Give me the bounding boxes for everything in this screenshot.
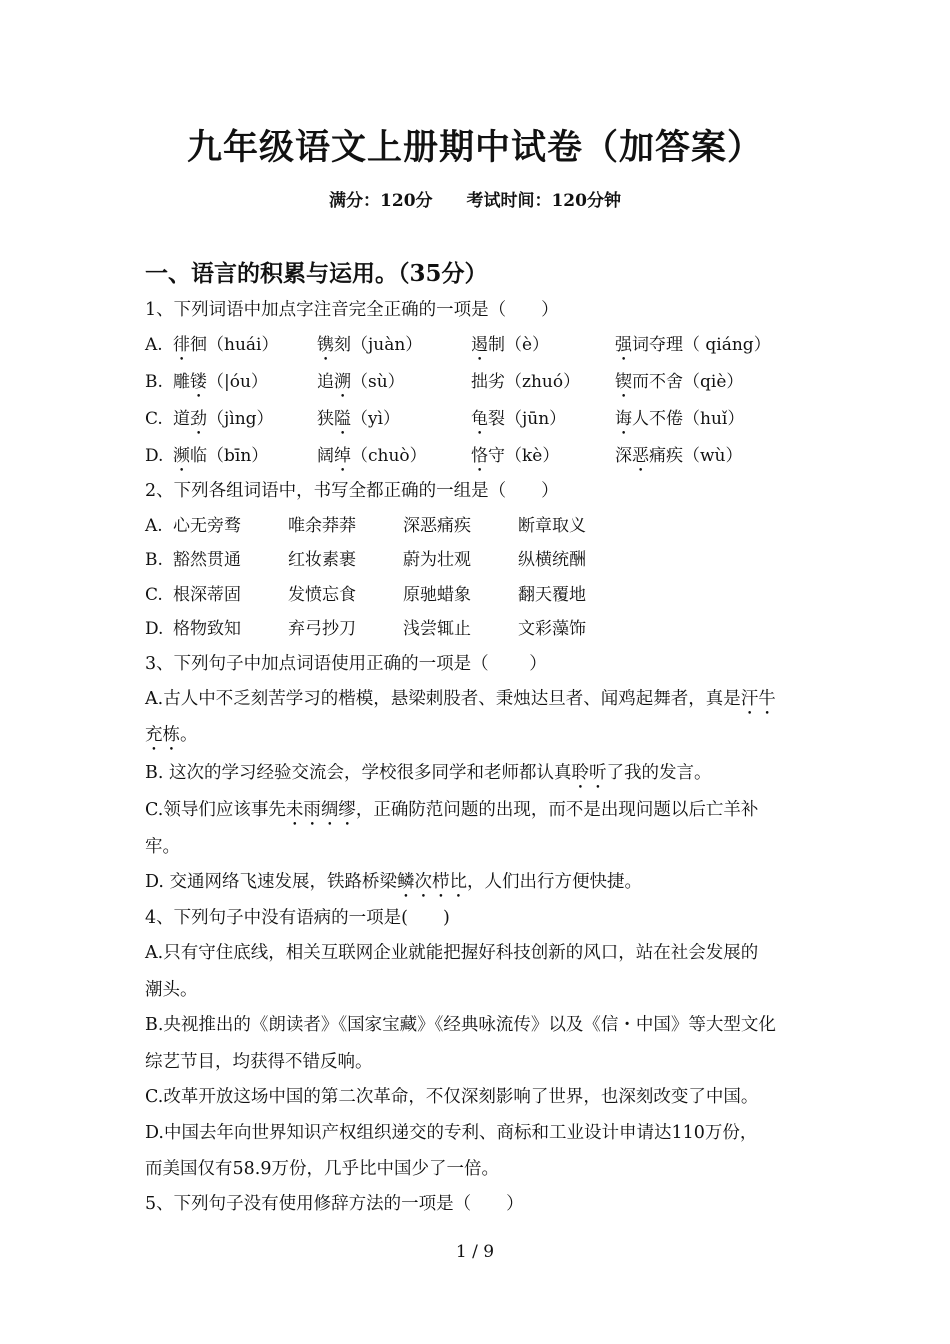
q4-option-d-line1: D.中国去年向世界知识产权组织递交的专利、商标和工业设计申请达110万份， <box>145 1123 758 1143</box>
q3-option-c-line2: 牢。 <box>145 837 180 857</box>
q3-option-a-line2: 充栋。 <box>145 725 198 745</box>
q4-option-a-line1: A.只有守住底线，相关互联网企业就能把握好科技创新的风口，站在社会发展的 <box>145 943 759 963</box>
full-score: 满分：120分 <box>329 191 433 211</box>
q3-option-c-line1: C.领导们应该事先未雨绸缪，正确防范问题的出现，而不是出现问题以后亡羊补 <box>145 800 759 820</box>
q4-option-b-line1: B.央视推出的《朗读者》《国家宝藏》《经典咏流传》以及《信・中国》等大型文化 <box>145 1015 776 1035</box>
q4-stem: 4、下列句子中没有语病的一项是( ) <box>145 908 450 928</box>
q4-option-b-line2: 综艺节目，均获得不错反响。 <box>145 1052 373 1072</box>
q3-stem: 3、下列句子中加点词语使用正确的一项是（ ） <box>145 654 547 674</box>
q1-stem: 1、下列词语中加点字注音完全正确的一项是（ ） <box>145 300 559 320</box>
section-heading: 一、语言的积累与运用。（35分） <box>145 260 488 287</box>
exam-time: 考试时间：120分钟 <box>466 191 621 211</box>
page-number: 1 / 9 <box>455 1242 495 1262</box>
page-title: 九年级语文上册期中试卷（加答案） <box>186 127 763 168</box>
q3-option-b: B. 这次的学习经验交流会，学校很多同学和老师都认真聆听了我的发言。 <box>145 763 712 783</box>
q3-option-d: D. 交通网络飞速发展，铁路桥梁鳞次栉比，人们出行方便快捷。 <box>145 872 643 892</box>
q3-option-a-line1: A.古人中不乏刻苦学习的楷模，悬梁刺股者、秉烛达旦者、闻鸡起舞者，真是汗牛 <box>145 689 776 709</box>
q5-stem: 5、下列句子没有使用修辞方法的一项是（ ） <box>145 1194 524 1214</box>
exam-page: 九年级语文上册期中试卷（加答案） 满分：120分 考试时间：120分钟 一、语言的积累与运用。（35分） 1、下列词语中加点字注音完全正确的一项是（ ） A. 徘徊（huái） 镌刻（juàn） 遏制（è） 强词夺理（ qiáng） B. 雕镂（|óu） 追溯（sù） 拙劣（zhuó） 锲而不舍（qiè） C. 道劲（jìng） 狭隘（yì） 龟裂（jūn） 诲人不倦（huǐ） D. 濒临（bīn） 阔绰（chuò） 恪守（kè） 深恶痛疾（wù） 2、下列各组词语中，书写全都正确的一组是（ ） A. 心无旁骛 唯余莽莽 深恶痛疾 断章取义 B. 豁然贯通 红妆素裹 蔚为壮观 纵横统酬 C. 根深蒂固 发愤忘食 原驰蜡象 翻天覆地 D. 格物致知 弃弓抄刀 浅尝辄止 文彩藻饰 3、下列句子中加点词语使用正确的一项是（ ） A.古人中不乏刻苦学习的楷模，悬梁刺股者、秉烛达旦者、闻鸡起舞者，真是汗牛 充栋。 B. 这次的学习经验交流会，学校很多同学和老师都认真聆听了我的发言。 C.领导们应该事先未雨绸缪，正确防范问题的出现，而不是出现问题以后亡羊补 牢。 D. 交通网络飞速发展，铁路桥梁鳞次栉比，人们出行方便快捷。 4、下列句子中没有语病的一项是( ) A.只有守住底线，相关互联网企业就能把握好科技创新的风口，站在社会发展的 潮头。 B.央视推出的《朗读者》《国家宝藏》《经典咏流传》以及《信・中国》等大型文化 综艺节目，均获得不错反响。 C.改革开放这场中国的第二次革命，不仅深刻影响了世界，也深刻改变了中国。 D.中国去年向世界知识产权组织递交的专利、商标和工业设计申请达110万份， 而美国仅有58.9万份，几乎比中国少了一倍。 5、下列句子没有使用修辞方法的一项是（ ） 1 / 9 <box>0 0 950 1344</box>
q4-option-a-line2: 潮头。 <box>145 980 198 1000</box>
q4-option-d-line2: 而美国仅有58.9万份，几乎比中国少了一倍。 <box>145 1159 499 1179</box>
exam-info <box>0 186 950 211</box>
q2-stem: 2、下列各组词语中，书写全都正确的一组是（ ） <box>145 481 559 501</box>
q4-option-c: C.改革开放这场中国的第二次革命，不仅深刻影响了世界，也深刻改变了中国。 <box>145 1087 759 1107</box>
